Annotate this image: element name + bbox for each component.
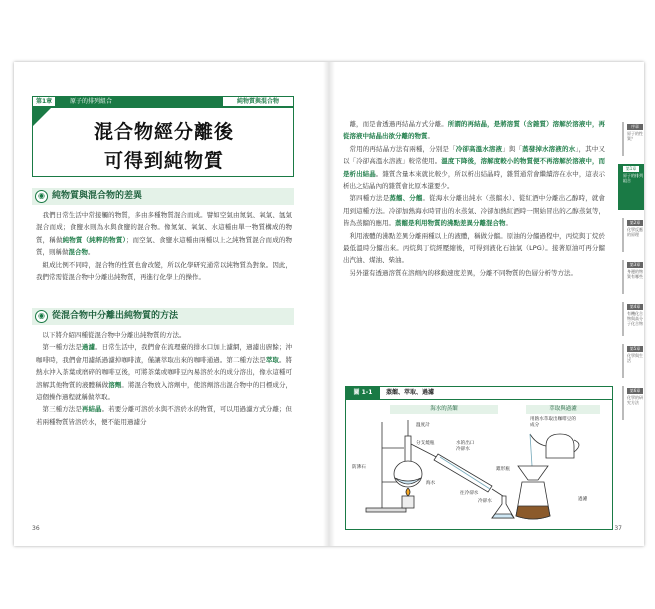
page-title-line-2: 可得到純物質: [103, 150, 224, 172]
paragraph-text: 以下將介紹四種從混合物中分離出純物質的方法。: [42, 331, 186, 339]
figure-1-1: [345, 386, 613, 530]
title-box: [32, 107, 294, 177]
label-filter: 過濾: [578, 497, 588, 502]
chapter-tab-label: 身邊的物質有哪些: [627, 269, 643, 279]
label-tube: 冷卻水: [478, 499, 492, 504]
page-number-left: 36: [32, 525, 40, 532]
label-receiver: 錐形瓶: [496, 467, 510, 472]
paragraph: [36, 209, 292, 259]
paragraph-text: 。從海水分離出純水（蒸餾水）、從紅酒中分離出乙醇時，就會用到這種方法。冷卻加熱海水時冒出的水蒸氣、冷卻加熱紅酒時一開始冒出的乙醇蒸氣等，皆為蒸餾的應用。: [343, 194, 606, 228]
figure-header: [346, 387, 612, 399]
paragraph-text: 。將熱水沖入茶葉或磨碎的咖啡豆後，可將茶葉或咖啡豆內易溶於水的成分溶出，像水這種可溶解其他物質的液體稱做: [36, 355, 293, 389]
paragraph-text: 利用液體的沸點差異分離兩種以上的液體，稱做分餾。原油的分餾過程中，丙烷與丁烷於最低溫時分餾出來。丙烷與丁烷經壓縮後，可得到液化石油氣（LPG）。接著原油可再分餾出汽油、煤油、柴油。: [343, 231, 605, 265]
circle-icon: ◉: [35, 310, 48, 323]
paragraph-text: 。: [505, 219, 512, 228]
chapter-tab-number: 第4章: [627, 304, 643, 310]
highlighted-term: 溫度下降後，溶解度較小的物質便不再溶解於溶液中，而是析出結晶: [343, 157, 606, 178]
page-number-right: 37: [614, 525, 622, 532]
paragraph-text: 組成比例不同時，混合物的性質也會改變，所以化學研究通常以純物質為對象。因此，我們常需從混合物中分離出純物質，再進行化學上的操作。: [36, 260, 292, 282]
section-1-body: [36, 209, 292, 283]
chapter-tab-number: 序章: [627, 124, 643, 130]
chapter-tab: [622, 122, 644, 156]
chapter-tab-number: 第5章: [627, 346, 643, 352]
label-thermometer: 溫度計: [416, 423, 430, 428]
chapter-tab-number: 第6章: [627, 388, 643, 394]
burner: [402, 488, 414, 508]
kettle: [530, 434, 579, 466]
highlighted-term: 萃取: [265, 355, 279, 364]
chapter-tag: 第1章: [32, 96, 56, 107]
paragraph-text: 第四種方法是: [349, 194, 390, 203]
coffee-dripper: [516, 466, 550, 519]
chapter-tab: [622, 302, 644, 336]
book-gutter: [323, 62, 335, 546]
distillation-label: 海水的蒸餾: [390, 405, 498, 414]
chapter-tab: [618, 164, 644, 210]
label-coffee: 用熱水萃取出咖啡豆的成分: [530, 417, 576, 428]
section-tag: 純物質與混合物: [222, 96, 294, 107]
figure-caption: 蒸餾、萃取、過濾: [386, 389, 435, 396]
paragraph-text: 。將混合物放入溶劑中，使溶劑溶出混合物中的目標成分，這個操作過程就稱做萃取。: [36, 380, 293, 402]
highlighted-term: 再結晶: [81, 405, 102, 414]
section-2-body: [36, 329, 292, 428]
chapter-tab-label: 化學反應的原理: [627, 227, 643, 237]
paragraph: [343, 192, 605, 229]
highlighted-term: 溶劑: [108, 380, 122, 389]
receiver-flask: [492, 496, 514, 518]
circle-icon: ◉: [35, 190, 48, 203]
highlighted-term: 冷卻高溫水溶液: [455, 144, 503, 153]
paragraph: [343, 267, 605, 279]
left-page: [14, 62, 329, 546]
paragraph-text: 。: [88, 248, 95, 257]
paragraph: [36, 329, 292, 341]
paragraph: [343, 118, 605, 143]
highlighted-term: 蒸發掉水溶液的水: [522, 144, 576, 153]
label-seawater: 海水: [426, 481, 436, 486]
section-heading-text: 純物質與混合物的差異: [52, 191, 143, 201]
section-heading-text: 從混合物中分離出純物質的方法: [52, 311, 179, 321]
chapter-side-tabs: [622, 122, 644, 428]
chapter-tab-label: 原子的排列組合: [623, 173, 643, 183]
highlighted-term: 純物質（純粹的物質）: [62, 235, 126, 244]
paragraph: [343, 230, 605, 267]
paragraph-text: 」，其中又以「冷卻高溫水溶液」較常使用。: [343, 144, 606, 166]
label-water-out: 水的出口: [456, 441, 475, 446]
chapter-tab-number: 第2章: [627, 220, 643, 226]
paragraph-text: 常用的再結晶方法有兩種，分別是「: [349, 144, 456, 153]
chapter-tab: [622, 218, 644, 252]
chapter-tab-label: 化學的研究方法: [627, 395, 643, 405]
paragraph-text: 。雜質含量本來就比較少，所以析出結晶時，雜質通常會繼續溶在水中，這表示析出之結晶內的雜質會比原本還要少。: [343, 169, 606, 191]
paragraph-text: 第一種方法是: [42, 343, 82, 352]
chapter-tab-label: 原子的性質？: [627, 131, 643, 141]
book-spread: [14, 62, 644, 546]
paragraph-text: 」與「: [502, 144, 523, 153]
paragraph: [36, 341, 292, 403]
paragraph: [36, 403, 292, 428]
paragraph-text: 。若要分離可溶於水與不溶於水的物質，可以用過濾方式分離；但若兩種物質皆溶於水，便不能用過濾分: [36, 405, 293, 426]
page-title-line-1: 混合物經分離後: [93, 121, 234, 143]
highlighted-term: 混合物: [68, 248, 88, 257]
extraction-label: 萃取與過濾: [526, 405, 600, 414]
paragraph-text: 離，而是會透過再結晶方式分離。: [349, 120, 448, 128]
right-page-body: [343, 118, 605, 279]
highlighted-term: 所謂的再結晶，是將溶質（含雜質）溶解於溶液中，再從溶液中結晶出欲分離的物質: [343, 120, 606, 141]
paragraph-text: ；而空氣、食鹽水這種由兩種以上之純物質混合而成的物質，則稱做: [36, 235, 293, 257]
chapter-tab: [622, 260, 644, 294]
paragraph-text: 。: [427, 132, 434, 141]
section-heading-2: [32, 308, 294, 325]
paragraph-text: 另外還有透過溶質在溶劑內的移動速度差異，分離不同物質的色層分析等方法。: [349, 268, 577, 277]
highlighted-term: 蒸餾、分餾: [389, 194, 423, 203]
label-flask: 分支燒瓶: [416, 441, 435, 446]
section-heading-1: [32, 188, 294, 205]
chapter-banner: [32, 96, 294, 107]
paragraph-text: 。日常生活中，我們會在流理臺的排水口加上濾網，過濾出廚餘；沖咖啡時，我們會用濾紙過濾掉咖啡渣，僅讓萃取出來的咖啡通過。第二種方法是: [36, 343, 293, 364]
figure-badge: 圖 1-1: [346, 387, 380, 399]
chapter-title: 原子的排列組合: [70, 98, 113, 105]
paragraph-text: 我們日常生活中常接觸的物質，多由多種物質混合而成。譬如空氣由氮氣、氧氣、氬氣混合而成；食鹽水則為水與食鹽的混合物。像氮氣、氧氣、水這種由單一物質構成的物質，稱做: [36, 211, 292, 244]
chapter-tab-number: 第1章: [623, 166, 639, 172]
label-boiling-chips: 防沸石: [352, 465, 366, 470]
paragraph: [343, 143, 605, 193]
chapter-tab-label: 化學與生活: [627, 353, 643, 363]
highlighted-term: 過濾: [81, 343, 96, 352]
chapter-tab: [622, 386, 644, 420]
chapter-tab-label: 有機化合物與高分子化合物: [627, 311, 643, 326]
label-condenser-water: 冷卻水: [456, 447, 470, 452]
distillation-flask: [394, 420, 422, 487]
label-water-in: 往冷卻水: [460, 491, 479, 496]
highlighted-term: 蒸餾是利用物質的沸點差異分離混合物: [395, 219, 506, 228]
chapter-tab-number: 第3章: [627, 262, 643, 268]
right-page: [329, 62, 644, 546]
paragraph-text: 第三種方法是: [42, 405, 82, 414]
chapter-tab: [622, 344, 644, 378]
paragraph: [36, 259, 292, 284]
